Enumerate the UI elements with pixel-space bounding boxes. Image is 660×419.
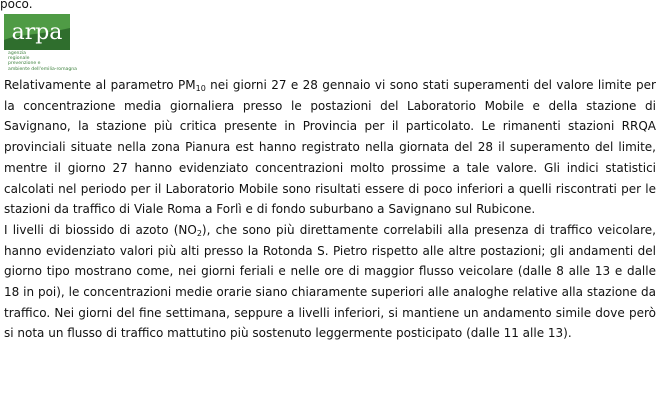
no2-body: ), che sono più direttamente correlabili alla presenza di traffico veicolare, hanno evidenziato valori più alti presso la Rotonda S. Pietro rispetto alle altre postazioni; gli andamenti del giorno tipo mostrano come, nei giorni feriali e nelle ore di maggior flusso veicolare (dalle 8 alle 13 e dalle 18 in poi), le concentrazioni medie orarie siano chiaramente superiori alle analoghe relative alla stazione da traffico. Nei giorni del fine settimana, seppure a livelli inferiori, si mantiene un andamento simile dove però si nota un flusso di traffico mattutino più sostenuto leggermente posticipato (dalle 11 alle 13). xyxy=(4,222,656,341)
report-text xyxy=(4,75,656,344)
arpa-logo-icon xyxy=(4,14,70,50)
previous-text-fragment: poco. xyxy=(0,0,33,11)
arpa-logo xyxy=(4,14,82,76)
pm10-intro: Relativamente al parametro PM xyxy=(4,78,196,92)
no2-subscript: 2 xyxy=(196,228,202,238)
arpa-logo-word: arpa xyxy=(11,20,63,45)
no2-intro: I livelli di biossido di azoto (NO xyxy=(4,222,197,237)
pm10-body: nei giorni 27 e 28 gennaio vi sono stati superamenti del valore limite per la concentrazione media giornaliera presso le postazioni del Laboratorio Mobile e della stazione di Savignano, la stazione più critica presente in Provincia per il particolato. Le rimanenti stazioni RRQA provinciali situate nella zona Pianura est hanno registrato nella giornata del 28 il superamento del limite, mentre il giorno 27 hanno evidenziato concentrazioni molto prossime a tale valore. Gli indici statistici calcolati nel periodo per il Laboratorio Mobile sono risultati essere di poco inferiori a quelli riscontrati per le stazioni da traffico di Viale Roma a Forlì e di fondo suburbano a Savignano sul Rubicone. xyxy=(4,78,656,217)
pm10-subscript: 10 xyxy=(195,84,206,93)
paragraph-no2 xyxy=(4,220,656,344)
paragraph-pm10 xyxy=(4,75,656,220)
arpa-logo-subtitle: agenzia regionale prevenzione e ambiente dell'emilia-romagna xyxy=(8,51,77,72)
